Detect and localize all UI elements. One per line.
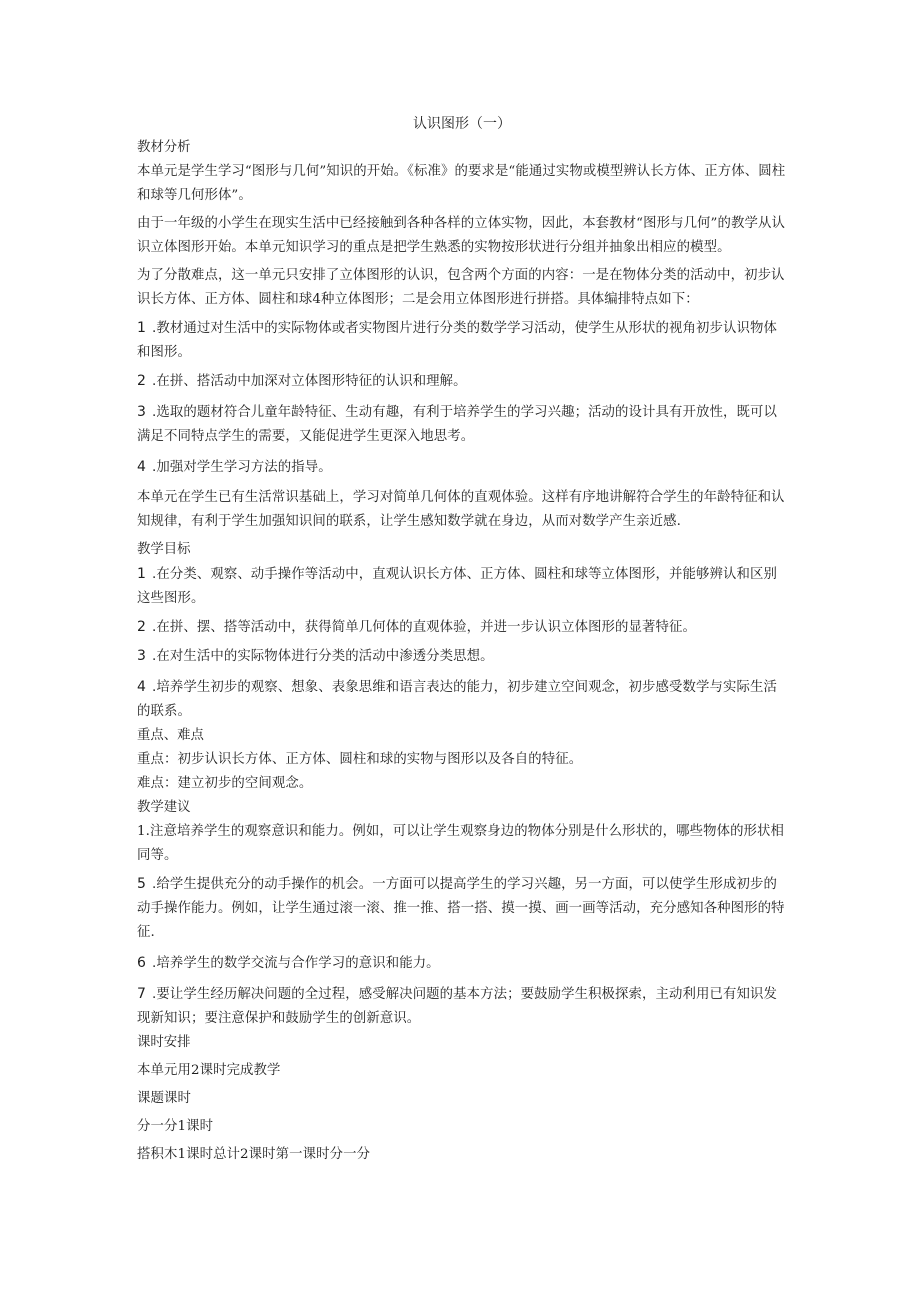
focus-text: 重点：初步认识长方体、正方体、圆柱和球的实物与图形以及各自的特征。 (137, 752, 583, 767)
section-heading-schedule: 课时安排 (137, 1035, 191, 1050)
list-item (137, 872, 787, 945)
list-number: 2 (137, 619, 147, 635)
list-text: .给学生提供充分的动手操作的机会。一方面可以提高学生的学习兴趣，另一方面，可以使学生形成初步的动手操作能力。例如，让学生通过滚一滚、推一推、搭一搭、摸一摸、画一画等活动，充分感知各种图形的特征. (137, 877, 785, 940)
list-item (137, 455, 787, 480)
list-item (137, 316, 787, 365)
paragraph: 本单元是学生学习“图形与几何”知识的开始。《标准》的要求是“能通过实物或模型辨认长方体、正方体、圆柱和球等几何形体”。 (137, 164, 786, 203)
paragraph: 由于一年级的小学生在现实生活中已经接触到各种各样的立体实物，因此，本套教材“图形与几何”的教学从认识立体图形开始。本单元知识学习的重点是把学生熟悉的实物按形状进行分组并抽象出相应的模型。 (137, 216, 785, 255)
list-number: 6 (137, 955, 147, 971)
list-text: .在拼、搭活动中加深对立体图形特征的认识和理解。 (152, 374, 467, 389)
list-text: .培养学生初步的观察、想象、表象思维和语言表达的能力，初步建立空间观念，初步感受数学与实际生活的联系。 (137, 680, 777, 719)
list-number: 4 (137, 459, 147, 475)
schedule-line: 搭积木1课时总计2课时第一课时分一分 (137, 1147, 371, 1162)
list-item (137, 675, 787, 724)
list-item (137, 951, 787, 976)
list-item (137, 369, 787, 394)
list-item (137, 982, 787, 1031)
section-heading-analysis: 教材分析 (137, 140, 191, 155)
paragraph: 为了分散难点，这一单元只安排了立体图形的认识，包含两个方面的内容：一是在物体分类的活动中，初步认识长方体、正方体、圆柱和球4种立体图形；二是会用立体图形进行拼搭。具体编排特点如下： (137, 268, 785, 307)
schedule-line: 课题课时 (137, 1091, 191, 1106)
list-item: 1.注意培养学生的观察意识和能力。例如，可以让学生观察身边的物体分别是什么形状的，哪些物体的形状相同等。 (137, 824, 785, 863)
section-heading-key-points: 重点、难点 (137, 728, 204, 743)
list-text: .教材通过对生活中的实际物体或者实物图片进行分类的数学学习活动，使学生从形状的视角初步认识物体和图形。 (137, 321, 777, 360)
document-body (137, 114, 787, 1167)
paragraph: 本单元在学生已有生活常识基础上，学习对简单几何体的直观体验。这样有序地讲解符合学生的年龄特征和认知规律，有利于学生加强知识间的联系，让学生感知数学就在身边，从而对数学产生亲近感. (137, 490, 785, 529)
list-number: 2 (137, 373, 147, 389)
list-number: 5 (137, 876, 147, 892)
list-item (137, 562, 787, 611)
list-number: 4 (137, 679, 147, 695)
list-item (137, 400, 787, 449)
list-number: 3 (137, 404, 147, 420)
list-text: .在分类、观察、动手操作等活动中，直观认识长方体、正方体、圆柱和球等立体图形，并能够辨认和区别这些图形。 (137, 567, 777, 606)
list-text: .选取的题材符合儿童年龄特征、生动有趣，有利于培养学生的学习兴趣；活动的设计具有开放性，既可以满足不同特点学生的需要，又能促进学生更深入地思考。 (137, 405, 777, 444)
schedule-line: 本单元用2课时完成教学 (137, 1063, 281, 1078)
list-number: 7 (137, 986, 147, 1002)
section-heading-goals: 教学目标 (137, 542, 191, 557)
list-text: .在对生活中的实际物体进行分类的活动中渗透分类思想。 (152, 649, 494, 664)
section-heading-advice: 教学建议 (137, 800, 191, 815)
page-title: 认识图形（一） (413, 116, 511, 132)
schedule-line: 分一分1课时 (137, 1119, 214, 1134)
list-item (137, 644, 787, 669)
list-number: 3 (137, 648, 147, 664)
list-text: .要让学生经历解决问题的全过程，感受解决问题的基本方法；要鼓励学生积极探索，主动利用已有知识发现新知识；要注意保护和鼓励学生的创新意识。 (137, 987, 777, 1026)
list-text: .加强对学生学习方法的指导。 (152, 460, 332, 475)
list-number: 1 (137, 320, 147, 336)
list-text: .在拼、摆、搭等活动中，获得简单几何体的直观体验，并进一步认识立体图形的显著特征。 (152, 620, 696, 635)
list-text: .培养学生的数学交流与合作学习的意识和能力。 (152, 956, 440, 971)
difficulty-text: 难点：建立初步的空间观念。 (137, 776, 313, 791)
list-item (137, 615, 787, 640)
list-number: 1 (137, 566, 147, 582)
